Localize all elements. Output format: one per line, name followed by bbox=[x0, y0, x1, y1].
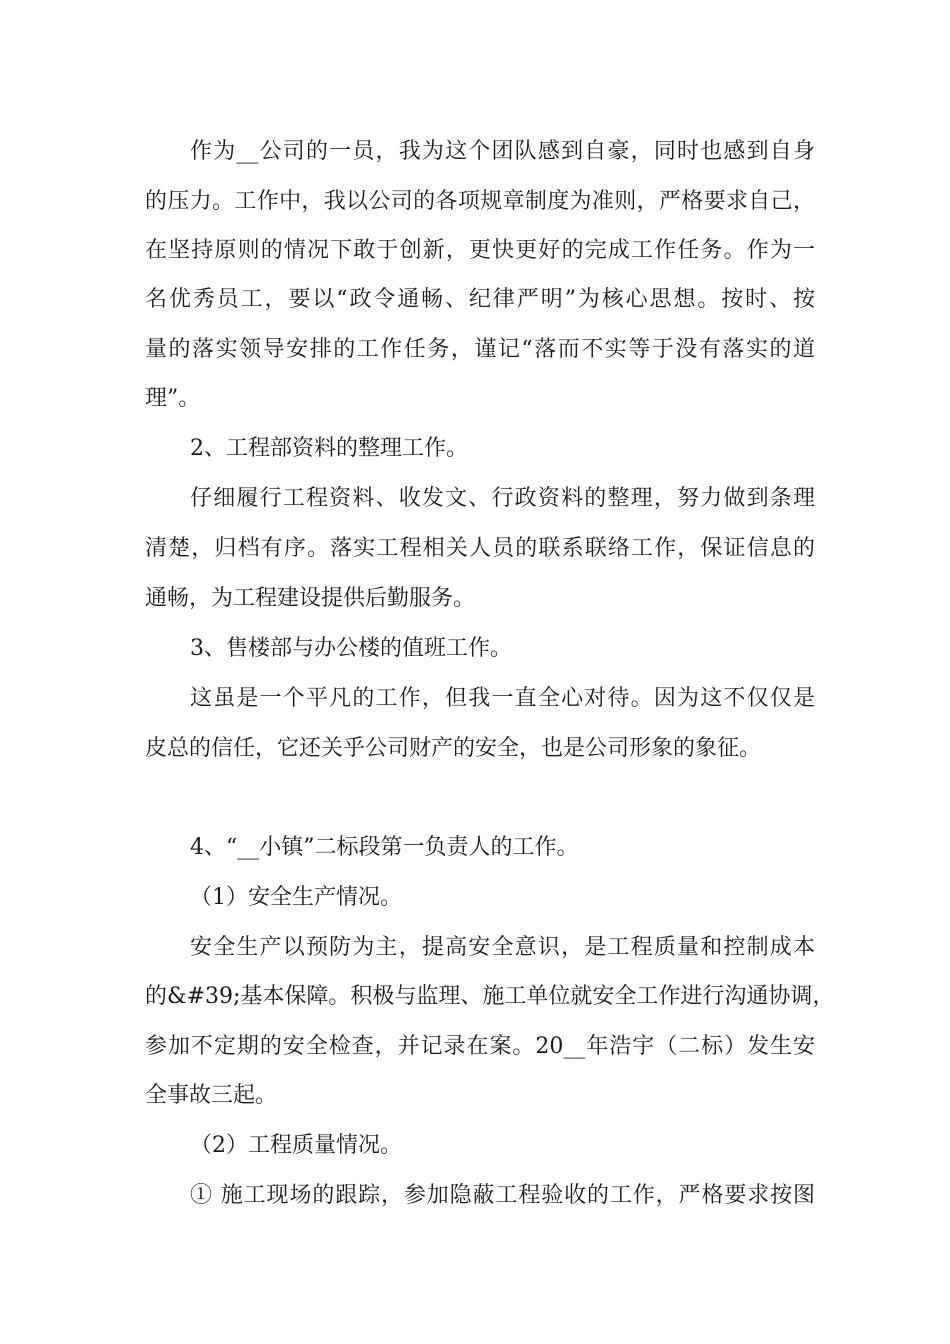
paragraph-1-line-1: 作为__公司的一员，我为这个团队感到自豪，同时也感到自身 bbox=[190, 139, 815, 164]
section-2-heading: 2、工程部资料的整理工作。 bbox=[190, 436, 468, 461]
paragraph-1-line-5: 量的落实领导安排的工作任务，谨记“落而不实等于没有落实的道 bbox=[145, 337, 815, 362]
paragraph-4-line-3: 参加不定期的安全检查，并记录在案。20__年浩宇（二标）发生安 bbox=[145, 1034, 815, 1059]
section-3-heading: 3、售楼部与办公楼的值班工作。 bbox=[190, 636, 512, 661]
paragraph-1-line-2: 的压力。工作中，我以公司的各项规章制度为准则，严格要求自己， bbox=[145, 189, 815, 214]
section-4-heading: 4、“__小镇”二标段第一负责人的工作。 bbox=[190, 835, 579, 860]
paragraph-1-line-6: 理”。 bbox=[145, 386, 201, 411]
paragraph-3-line-2: 皮总的信任，它还关乎公司财产的安全，也是公司形象的象征。 bbox=[145, 736, 762, 761]
paragraph-5-line-1: ① 施工现场的跟踪，参加隐蔽工程验收的工作，严格要求按图 bbox=[190, 1183, 815, 1208]
paragraph-2-line-2: 清楚，归档有序。落实工程相关人员的联系联络工作，保证信息的 bbox=[145, 536, 815, 561]
paragraph-4-line-1: 安全生产以预防为主，提高安全意识，是工程质量和控制成本 bbox=[190, 935, 815, 960]
paragraph-2-line-3: 通畅，为工程建设提供后勤服务。 bbox=[145, 586, 476, 611]
subsection-1-heading: （1）安全生产情况。 bbox=[190, 885, 402, 910]
paragraph-4-line-4: 全事故三起。 bbox=[145, 1083, 278, 1108]
paragraph-4-line-2: 的&#39;基本保障。积极与监理、施工单位就安全工作进行沟通协调， bbox=[145, 984, 835, 1009]
paragraph-2-line-1: 仔细履行工程资料、收发文、行政资料的整理，努力做到条理 bbox=[190, 486, 815, 511]
paragraph-3-line-1: 这虽是一个平凡的工作，但我一直全心对待。因为这不仅仅是 bbox=[190, 686, 815, 711]
paragraph-1-line-4: 名优秀员工，要以“政令通畅、纪律严明”为核心思想。按时、按 bbox=[145, 287, 815, 312]
subsection-2-heading: （2）工程质量情况。 bbox=[190, 1133, 402, 1158]
paragraph-1-line-3: 在坚持原则的情况下敢于创新，更快更好的完成工作任务。作为一 bbox=[145, 238, 815, 263]
